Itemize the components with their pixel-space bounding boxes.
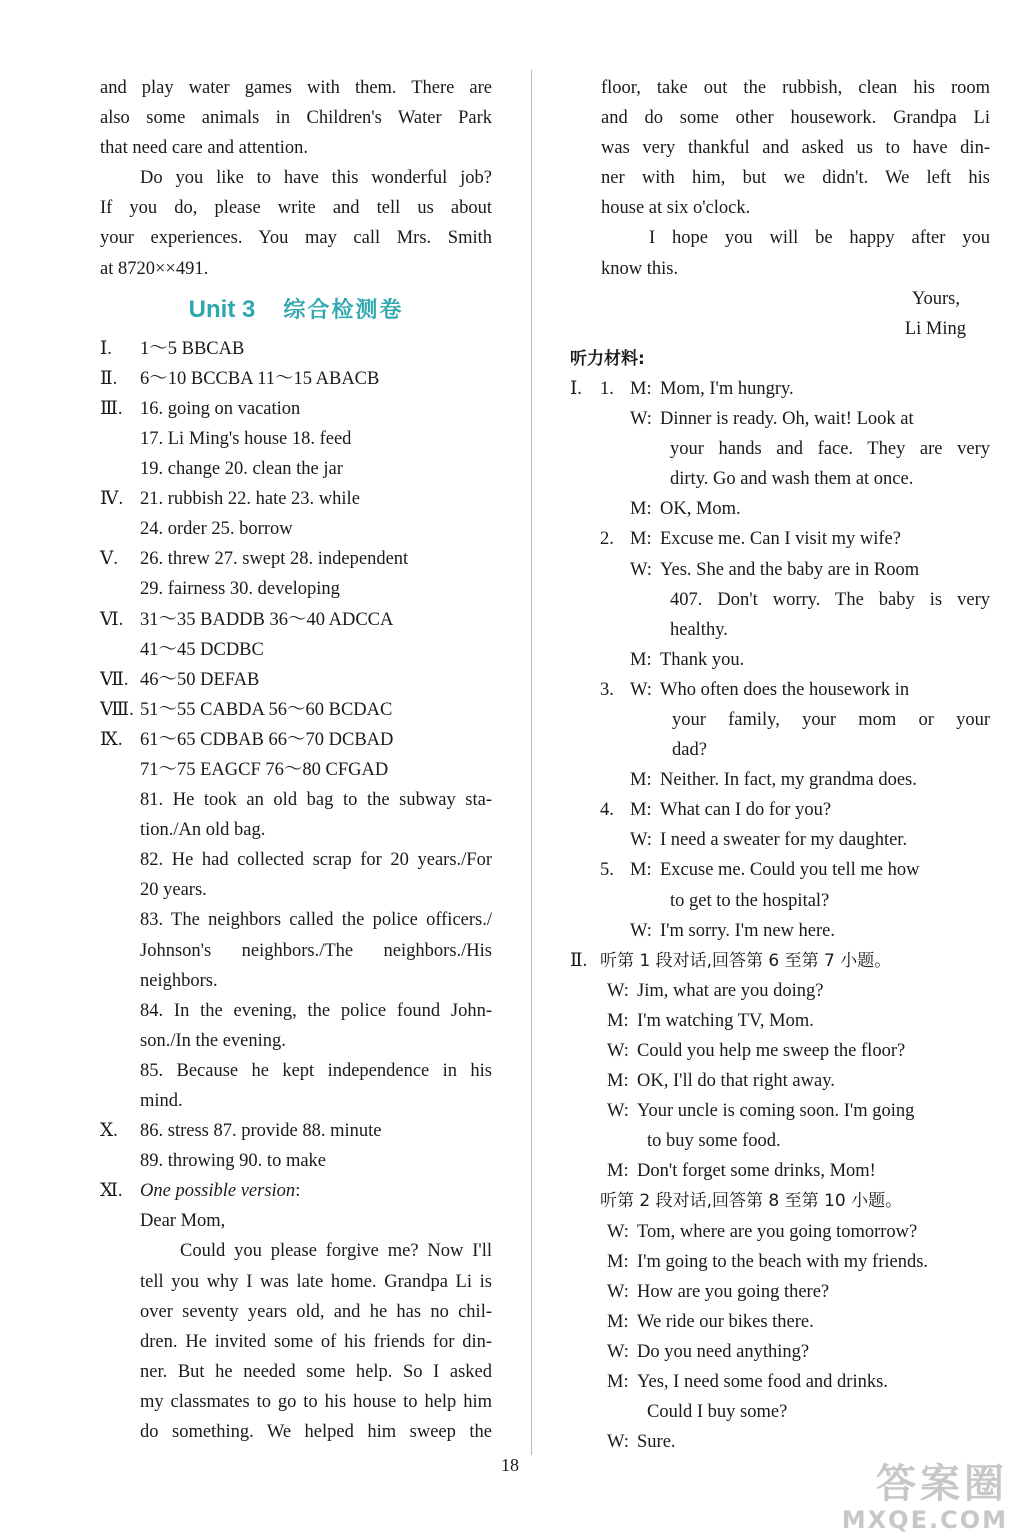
dialog-line: [570, 1006, 990, 1036]
speaker: W:: [607, 1101, 629, 1122]
letter-line: Could you please forgive me? Now I'll: [180, 1241, 492, 1262]
answer-text: 24. order 25. borrow: [140, 519, 293, 540]
dialog-cont: dad?: [672, 740, 707, 761]
part-intro-text: 听第 2 段对话,回答第 8 至第 10 小题。: [600, 1191, 903, 1212]
answer-row: [100, 725, 492, 755]
answer-text: 17. Li Ming's house 18. feed: [140, 428, 352, 449]
letter-line: I hope you will be happy after you: [649, 228, 990, 249]
letter-line: floor, take out the rubbish, clean his room: [601, 78, 990, 98]
speaker: W:: [630, 830, 652, 851]
speaker: W:: [630, 409, 652, 430]
dialog-line: [570, 1367, 990, 1397]
short-answer-cont: mind.: [140, 1091, 183, 1111]
speaker: M:: [607, 1311, 629, 1332]
answer-text: 46～50 DEFAB: [140, 669, 260, 690]
letter-signature: Li Ming: [904, 318, 966, 339]
dialog-line: [570, 645, 990, 675]
speaker: W:: [630, 920, 652, 941]
answer-row: [100, 574, 492, 604]
section-numeral: Ⅶ.: [100, 669, 129, 690]
part-intro: [570, 946, 990, 976]
dialog-text: How are you going there?: [637, 1281, 830, 1302]
dialog-cont: healthy.: [670, 619, 728, 640]
dialog-text: Jim, what are you doing?: [637, 980, 824, 1001]
dialog-line: [570, 855, 990, 885]
dialog-number: 4.: [600, 800, 614, 821]
answer-text: 89. throwing 90. to make: [140, 1151, 327, 1172]
letter-line: over seventy years old, and he has no chil-: [140, 1301, 492, 1322]
speaker: M:: [630, 770, 652, 791]
short-answer-84: 84. In the evening, the police found John-: [140, 1000, 492, 1021]
dialog-text: Yes. She and the baby are in Room: [660, 559, 920, 580]
dialog-line: [570, 765, 990, 795]
section-numeral: Ⅺ.: [100, 1181, 123, 1202]
answer-text: 31～35 BADDB 36～40 ADCCA: [140, 609, 394, 630]
dialog-number: 3.: [600, 679, 614, 700]
dialog-text: I'm watching TV, Mom.: [637, 1010, 814, 1031]
answer-text: 86. stress 87. provide 88. minute: [140, 1121, 382, 1142]
watermark-bottom: MXQE.COM: [841, 1506, 1008, 1534]
letter-continued: [570, 73, 990, 344]
speaker: M:: [607, 1010, 629, 1031]
text-line: and play water games with them. There are: [100, 78, 492, 98]
answer-row: [100, 665, 492, 695]
dialog-line: [570, 795, 990, 825]
letter-line: was very thankful and asked us to have din-: [601, 138, 990, 159]
answer-text: 1～5 BBCAB: [140, 338, 245, 359]
unit-subtitle: 综合检测卷: [283, 296, 404, 322]
dialog-cont: your family, your mom or your: [672, 709, 990, 730]
dialog-text: Excuse me. Can I visit my wife?: [660, 529, 901, 550]
dialog-text: Mom, I'm hungry.: [660, 378, 794, 399]
answer-text: 16. going on vacation: [140, 398, 301, 419]
dialog-line: [570, 404, 990, 434]
dialog-text: OK, I'll do that right away.: [637, 1071, 835, 1092]
letter-line: know this.: [601, 258, 679, 279]
dialog-text: Thank you.: [660, 649, 745, 670]
speaker: W:: [607, 1221, 629, 1242]
answer-row: [100, 755, 492, 785]
answer-text: 26. threw 27. swept 28. independent: [140, 549, 409, 570]
answer-text: 21. rubbish 22. hate 23. while: [140, 489, 360, 510]
dialog-cont: Could I buy some?: [647, 1402, 788, 1423]
dialog-text: OK, Mom.: [660, 499, 741, 520]
section-numeral: Ⅳ.: [100, 489, 124, 510]
answer-row: [100, 514, 492, 544]
answer-text: 71～75 EAGCF 76～80 CFGAD: [140, 759, 389, 780]
letter-line: my classmates to go to his house to help him: [140, 1391, 492, 1412]
answer-row: [100, 1116, 492, 1146]
dialog-cont: your hands and face. They are very: [670, 439, 990, 460]
letter-line: tell you why I was late home. Grandpa Li is: [140, 1271, 492, 1292]
short-answer-82: 82. He had collected scrap for 20 years./For: [140, 850, 492, 871]
answer-row: [100, 695, 492, 725]
speaker: M:: [630, 378, 652, 399]
section-numeral: Ⅲ.: [100, 398, 123, 419]
text-line: also some animals in Children's Water Park: [100, 108, 492, 129]
answer-text: 29. fairness 30. developing: [140, 579, 340, 600]
short-answer-cont: tion./An old bag.: [140, 820, 266, 841]
dialog-line: [570, 1277, 990, 1307]
dialog-cont: 407. Don't worry. The baby is very: [670, 589, 990, 610]
dialog-line: [570, 916, 990, 946]
answer-text: 61～65 CDBAB 66～70 DCBAD: [140, 729, 394, 750]
answer-row: [100, 424, 492, 454]
dialog-number: 1.: [600, 378, 614, 399]
dialog-text: Your uncle is coming soon. I'm going: [637, 1101, 915, 1122]
speaker: W:: [607, 1341, 629, 1362]
section-numeral: Ⅸ.: [100, 729, 123, 750]
speaker: W:: [607, 1041, 629, 1061]
answer-text: 19. change 20. clean the jar: [140, 459, 343, 480]
dialog-text: I'm going to the beach with my friends.: [637, 1251, 929, 1272]
speaker: M:: [607, 1372, 629, 1393]
speaker: W:: [607, 1281, 629, 1302]
column-divider: [531, 70, 532, 1455]
text-line: If you do, please write and tell us about: [100, 198, 492, 219]
dialog-text: I need a sweater for my daughter.: [660, 830, 908, 851]
dialog-cont: to get to the hospital?: [670, 890, 830, 911]
right-column: [570, 73, 990, 1457]
watermark: [842, 1462, 1008, 1534]
letter-salutation: Dear Mom,: [140, 1211, 226, 1232]
answer-text: 51～55 CABDA 56～60 BCDAC: [140, 699, 393, 720]
speaker: M:: [630, 529, 652, 550]
dialog-text: Could you help me sweep the floor?: [637, 1041, 906, 1061]
answer-text: 41～45 DCDBC: [140, 639, 264, 660]
dialog-text: Neither. In fact, my grandma does.: [660, 770, 917, 791]
short-answer-85: 85. Because he kept independence in his: [140, 1060, 492, 1081]
text-line: at 8720××491.: [100, 258, 209, 279]
dialog-text: Do you need anything?: [637, 1341, 810, 1362]
speaker: W:: [630, 559, 652, 580]
short-answer-cont: son./In the evening.: [140, 1030, 286, 1051]
speaker: M:: [607, 1161, 629, 1182]
answer-row: [100, 484, 492, 514]
short-answer-cont: 20 years.: [140, 880, 207, 901]
dialog-text: We ride our bikes there.: [637, 1311, 814, 1332]
listening-title: 听力材料:: [570, 348, 645, 369]
page-number: 18: [501, 1455, 519, 1475]
dialog-line: [570, 524, 990, 554]
dialog-text: Dinner is ready. Oh, wait! Look at: [660, 409, 914, 430]
speaker: M:: [607, 1071, 629, 1092]
section-numeral: Ⅷ.: [100, 699, 134, 720]
left-column: [100, 73, 492, 1447]
dialog-text: Sure.: [637, 1432, 676, 1453]
short-answer-83: 83. The neighbors called the police officers./: [140, 910, 492, 931]
dialog-line: [570, 1066, 990, 1096]
answer-row: [100, 364, 492, 394]
dialog-text: I'm sorry. I'm new here.: [660, 920, 835, 941]
dialog-line: [570, 1307, 990, 1337]
dialog-line: [570, 675, 990, 705]
letter-line: and do some other housework. Grandpa Li: [601, 108, 990, 129]
watermark-top: 答案圈: [876, 1461, 1008, 1507]
dialog-cont: to buy some food.: [647, 1131, 781, 1152]
speaker: W:: [630, 679, 652, 700]
letter-line: house at six o'clock.: [601, 198, 751, 219]
unit-heading: [100, 288, 492, 332]
answer-row: [100, 334, 492, 364]
answer-row: [100, 605, 492, 635]
dialog-line: [570, 825, 990, 855]
text-line: that need care and attention.: [100, 138, 309, 159]
speaker: W:: [607, 1432, 629, 1453]
section-numeral: Ⅰ.: [100, 338, 112, 359]
answer-row: [100, 1176, 492, 1206]
dialog-line: [570, 1156, 990, 1186]
dialog-cont: dirty. Go and wash them at once.: [670, 469, 914, 490]
letter-line: dren. He invited some of his friends for din-: [140, 1331, 492, 1352]
answer-row: [100, 635, 492, 665]
short-answer-cont: Johnson's neighbors./The neighbors./His: [140, 940, 492, 961]
passage-end: [100, 73, 492, 284]
speaker: M:: [607, 1251, 629, 1272]
short-answer-cont: neighbors.: [140, 970, 218, 991]
dialog-line: [570, 1247, 990, 1277]
speaker: M:: [630, 860, 652, 881]
dialog-text: What can I do for you?: [660, 800, 832, 821]
dialog-line: [570, 555, 990, 585]
answer-row: [100, 1146, 492, 1176]
dialog-line: [570, 374, 990, 404]
dialog-text: Yes, I need some food and drinks.: [637, 1372, 888, 1393]
section-numeral: Ⅰ.: [570, 378, 582, 399]
answer-row: [100, 394, 492, 424]
dialog-number: 2.: [600, 529, 614, 550]
dialog-line: [570, 1217, 990, 1247]
section-numeral: Ⅵ.: [100, 609, 124, 630]
answer-row: [100, 454, 492, 484]
short-answer-81: 81. He took an old bag to the subway sta-: [140, 790, 492, 811]
dialog-text: Who often does the housework in: [660, 679, 910, 700]
section-numeral: Ⅱ.: [100, 368, 118, 389]
speaker: M:: [630, 800, 652, 821]
version-colon: :: [295, 1181, 301, 1202]
letter-closing: Yours,: [912, 288, 960, 309]
version-label: One possible version: [140, 1181, 296, 1202]
answer-text: 6～10 BCCBA 11～15 ABACB: [140, 368, 380, 389]
section-numeral: Ⅱ.: [570, 950, 588, 971]
dialog-line: [570, 1036, 990, 1066]
unit-title: Unit 3: [188, 295, 256, 323]
dialog-line: [570, 976, 990, 1006]
letter-line: ner with him, but we didn't. We left his: [601, 168, 990, 189]
dialog-text: Tom, where are you going tomorrow?: [637, 1221, 918, 1242]
speaker: M:: [630, 499, 652, 520]
letter-line: do something. We helped him sweep the: [140, 1422, 492, 1443]
section-numeral: Ⅹ.: [100, 1121, 118, 1142]
dialog-number: 5.: [600, 860, 614, 881]
speaker: W:: [607, 980, 629, 1001]
text-line: Do you like to have this wonderful job?: [140, 168, 492, 189]
dialog-text: Excuse me. Could you tell me how: [660, 860, 920, 881]
answer-list: [100, 334, 492, 1447]
dialog-line: [570, 494, 990, 524]
dialog-line: [570, 1337, 990, 1367]
dialog-line: [570, 1096, 990, 1126]
listening-material: [570, 344, 990, 1457]
text-line: your experiences. You may call Mrs. Smith: [100, 228, 492, 249]
part-intro-text: 听第 1 段对话,回答第 6 至第 7 小题。: [600, 950, 892, 971]
section-numeral: Ⅴ.: [100, 549, 118, 570]
dialog-text: Don't forget some drinks, Mom!: [637, 1161, 876, 1182]
speaker: M:: [630, 649, 652, 670]
dialog-line: [570, 1427, 990, 1457]
answer-row: [100, 544, 492, 574]
letter-line: ner. But he needed some help. So I asked: [140, 1361, 492, 1382]
